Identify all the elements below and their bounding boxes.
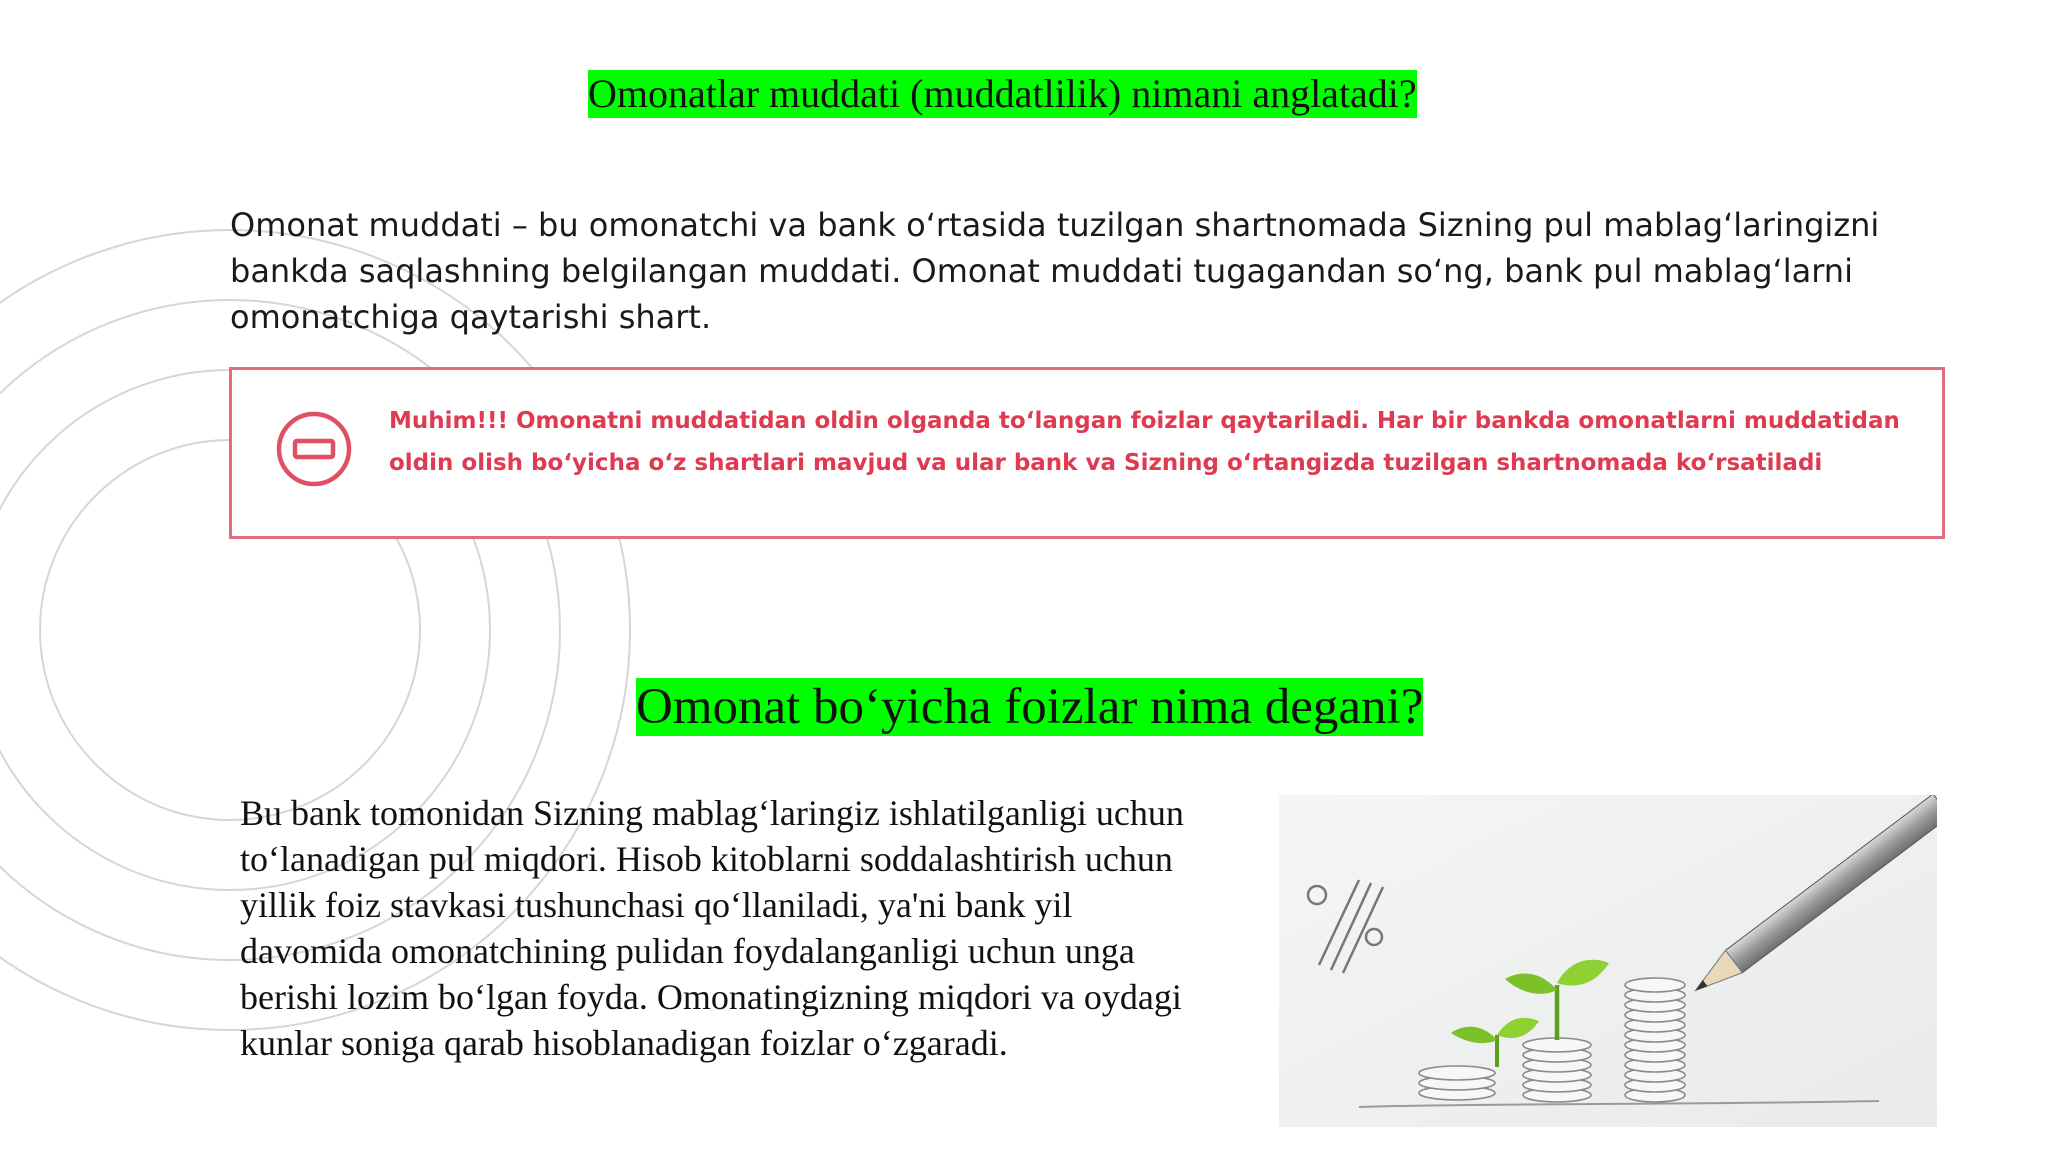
important-notice-box [229,367,1945,539]
section-2-paragraph: Bu bank tomonidan Sizning mablag‘laringiz ishlatilganligi uchun to‘lanadigan pul miqdori. Hisob kitoblarni soddalashtirish uchun yillik foiz stavkasi tushunchasi qo‘llaniladi, ya'ni bank yil davomida omonatchining pulidan foydalanganligi uchun unga berishi lozim bo‘lgan foyda. Omonatingizning miqdori va oydagi kunlar soniga qarab hisoblanadigan foizlar o‘zgaradi. [240,793,1184,1063]
coins-growth-illustration [1279,795,1937,1127]
section-2-heading-text: Omonat bo‘yicha foizlar nima degani? [636,679,1424,735]
section-1-paragraph: Omonat muddati – bu omonatchi va bank o‘rtasida tuzilgan shartnomada Sizning pul mablag‘laringizni bankda saqlashning belgilangan muddati. Omonat muddati tugagandan so‘ng, bank pul mablag‘larni omonatchiga qaytarishi shart. [230,206,1880,336]
minus-circle-icon [275,410,353,488]
section-1-heading [588,70,1417,118]
section-2-heading [636,678,1423,736]
notice-text: Muhim!!! Omonatni muddatidan oldin olganda to‘langan foizlar qaytariladi. Har bir bankda omonatlarni muddatidan oldin olish bo‘yicha o‘z shartlari mavjud va ular bank va Sizning o‘rtangizda tuzilgan shartnomada ko‘rsatiladi [389,408,1900,476]
section-1-heading-text: Omonatlar muddati (muddatlilik) nimani anglatadi? [588,71,1417,116]
